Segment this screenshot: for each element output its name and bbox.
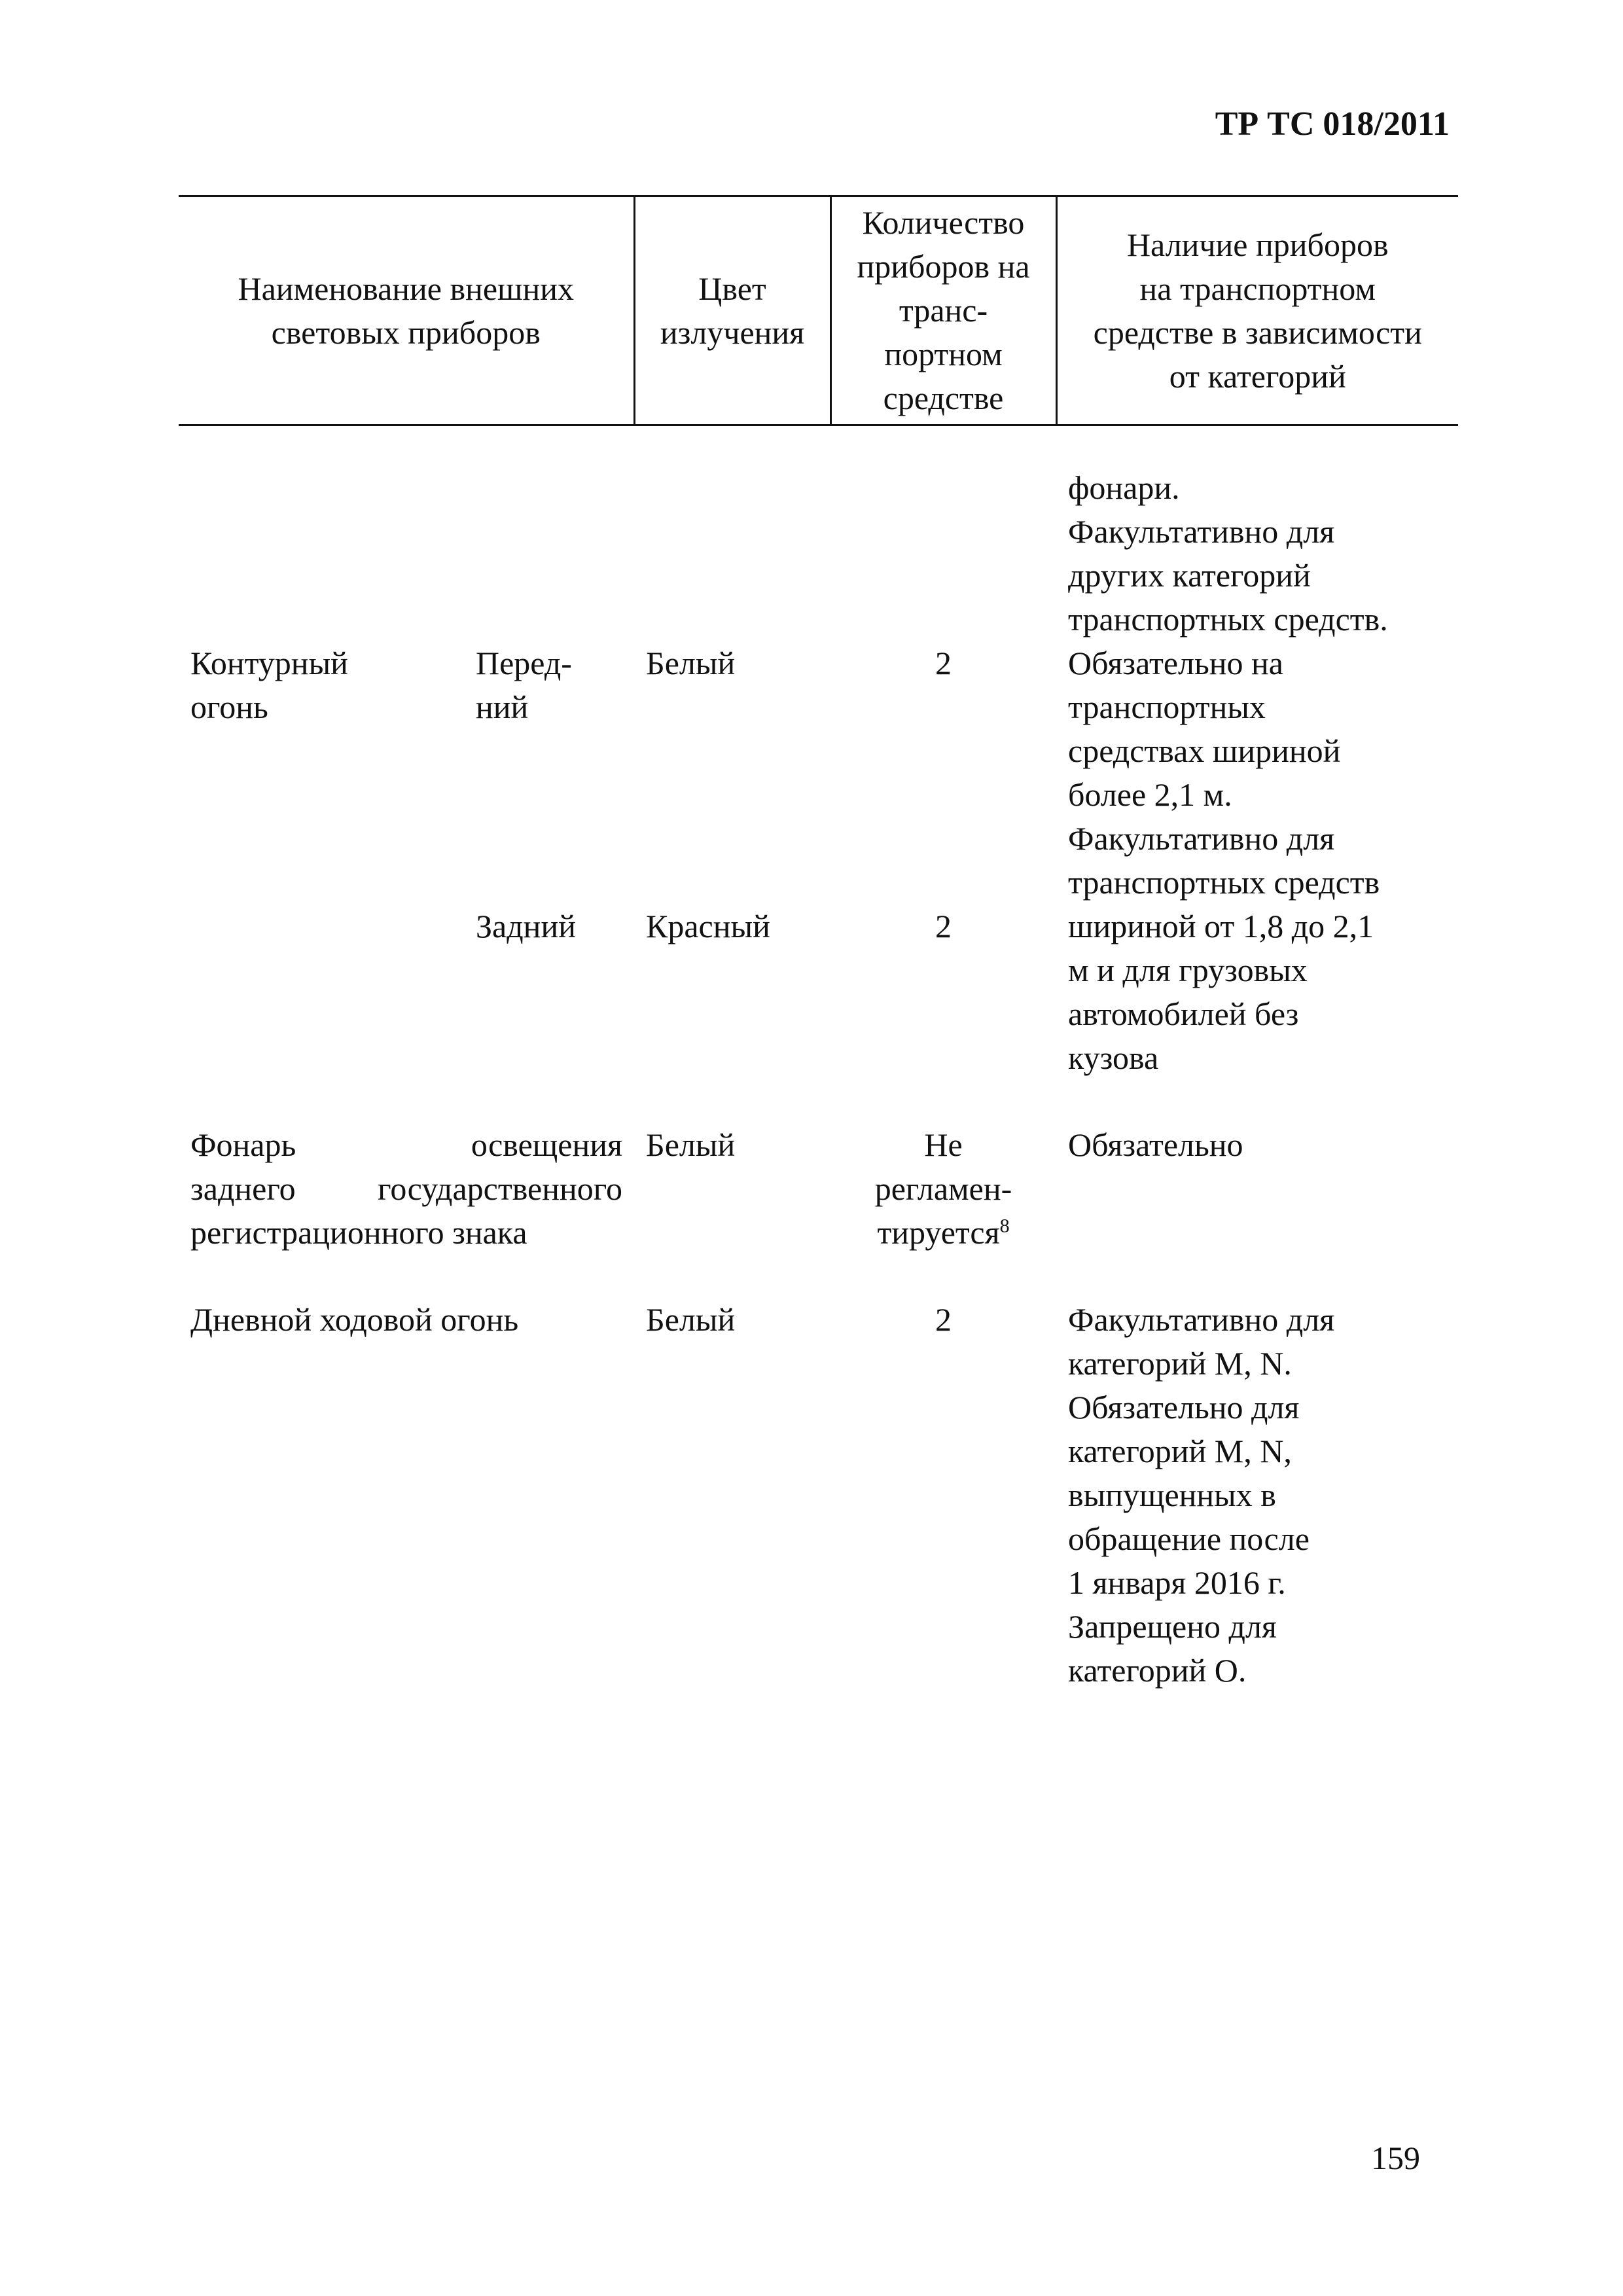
column-header-count: Количество приборов на транс- портном средстве (830, 196, 1056, 425)
page-number: 159 (1371, 2140, 1420, 2176)
presence-cell: Обязательно (1068, 1126, 1243, 1163)
color-cell: Белый (646, 1126, 736, 1163)
presence-cell: фонари. Факультативно для других категорий транспортных средств. (1068, 469, 1388, 637)
device-position-cell: Перед- ний (476, 644, 572, 725)
color-cell: Красный (646, 907, 770, 944)
footnote-marker: 8 (999, 1214, 1010, 1236)
column-header-presence: Наличие приборов на транспортном средстве в зависимости от категорий (1056, 196, 1458, 425)
presence-cell: Обязательно на транспортных средствах шириной более 2,1 м. Факультативно для транспортных средств шириной от 1,8 до 2,1 м и для грузовых автомобилей без кузова (1068, 644, 1380, 1076)
table-header-row (179, 196, 1458, 425)
table-row-plate-lamp (179, 1123, 1458, 1255)
count-cell: 2 (935, 644, 952, 681)
device-name-cell: Фонарь освещения заднего государственного регистрационного знака (190, 1126, 623, 1251)
device-position-cell: Задний (476, 907, 576, 944)
table-row-continuation (179, 466, 1458, 641)
document-code: ТР ТС 018/2011 (1215, 105, 1450, 143)
column-header-name: Наименование внешних световых приборов (179, 196, 634, 425)
presence-cell: Факультативно для категорий M, N. Обязательно для категорий M, N, выпущенных в обращение после 1 января 2016 г. Запрещено для категорий O. (1068, 1300, 1335, 1689)
column-header-color: Цвет излучения (634, 196, 830, 425)
device-name-cell: Дневной ходовой огонь (190, 1300, 519, 1338)
table-row-contour-front (179, 641, 1458, 861)
count-cell: 2 (935, 907, 952, 944)
table-row-drl (179, 1298, 1458, 1693)
count-cell: 2 (935, 1300, 952, 1338)
count-cell: Не регламен- тируется$^8$ (874, 1126, 1012, 1251)
color-cell: Белый (646, 644, 736, 681)
color-cell: Белый (646, 1300, 736, 1338)
lighting-devices-table (179, 195, 1458, 1693)
device-name-cell: Контурный огонь (190, 644, 348, 725)
